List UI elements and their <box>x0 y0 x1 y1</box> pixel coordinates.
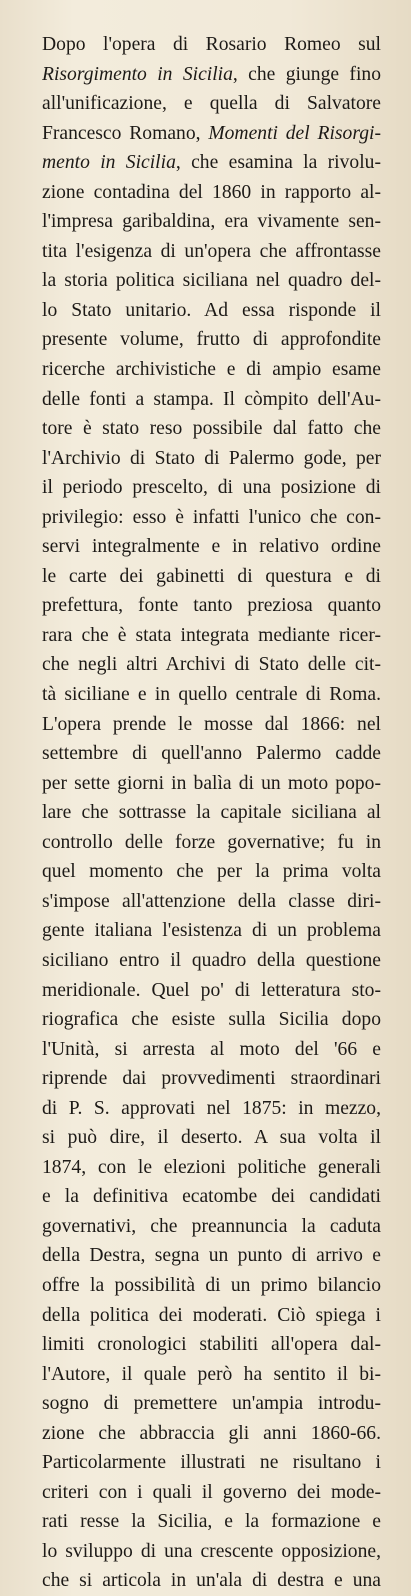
text-line: zione contadina del 1860 in rapporto al- <box>42 181 381 203</box>
text-line: l'Autore, il quale però ha sentito il bi- <box>42 1363 381 1385</box>
text-line: lo sviluppo di una crescente opposizione, <box>42 1540 381 1562</box>
text-line: il periodo prescelto, di una posizione di <box>42 477 381 499</box>
text-line: gente italiana l'esistenza di un problema <box>42 920 381 942</box>
text-line: tà siciliane e in quello centrale di Roma. <box>42 684 381 706</box>
text-line: quel momento che per la prima volta <box>42 861 381 883</box>
text-line: tita l'esigenza di un'opera che affrontasse <box>42 240 381 262</box>
book-title: mento in Sicilia <box>42 152 176 174</box>
text-line: che negli altri Archivi di Stato delle cit- <box>42 654 381 676</box>
text-line: L'opera prende le mosse dal 1866: nel <box>42 713 381 735</box>
text-line: rati resse la Sicilia, e la formazione e <box>42 1511 381 1533</box>
text-line: la storia politica siciliana nel quadro del- <box>42 270 381 292</box>
book-title: Risorgimento in Sicilia <box>42 63 233 85</box>
text-line: si può dire, il deserto. A sua volta il <box>42 1127 381 1149</box>
text-line: riografica che esiste sulla Sicilia dopo <box>42 1009 381 1031</box>
text-line: lare che sottrasse la capitale siciliana al <box>42 802 381 824</box>
body-text <box>42 30 381 1596</box>
text-line: Francesco Romano, Momenti del Risorgi- <box>42 122 381 144</box>
text-line: governativi, che preannuncia la caduta <box>42 1215 381 1237</box>
text-line: mento in Sicilia, che esamina la rivolu- <box>42 152 381 174</box>
text-line: meridionale. Quel po' di letteratura sto- <box>42 979 381 1001</box>
text-line: tore è stato reso possibile dal fatto che <box>42 418 381 440</box>
text-line: prefettura, fonte tanto preziosa quanto <box>42 595 381 617</box>
text-line: sogno di premettere un'ampia introdu- <box>42 1393 381 1415</box>
text-line: l'Unità, si arresta al moto del '66 e <box>42 1038 381 1060</box>
text-line: rara che è stata integrata mediante ricer- <box>42 624 381 646</box>
text-line: servi integralmente e in relativo ordine <box>42 536 381 558</box>
text-line: della politica dei moderati. Ciò spiega i <box>42 1304 381 1326</box>
text-line: Dopo l'opera di Rosario Romeo sul <box>42 34 381 55</box>
text-line: l'Archivio di Stato di Palermo gode, per <box>42 447 381 469</box>
text-line: zione che abbraccia gli anni 1860-66. <box>42 1422 381 1444</box>
text-line: criteri con i quali il governo dei mode- <box>42 1481 381 1503</box>
text-line: e la definitiva ecatombe dei candidati <box>42 1186 381 1208</box>
text-line: s'impose all'attenzione della classe diri- <box>42 890 381 912</box>
text-line: Particolarmente illustrati ne risultano i <box>42 1452 381 1474</box>
text-line: riprende dai provvedimenti straordinari <box>42 1068 381 1090</box>
text-line: limiti cronologici stabiliti all'opera dal- <box>42 1334 381 1356</box>
text-line: privilegio: esso è infatti l'unico che con- <box>42 506 381 528</box>
text-line: ricerche archivistiche e di ampio esame <box>42 359 381 381</box>
text-line: di P. S. approvati nel 1875: in mezzo, <box>42 1097 381 1119</box>
text-line: offre la possibilità di un primo bilancio <box>42 1274 381 1296</box>
text-line: all'unificazione, e quella di Salvatore <box>42 93 381 115</box>
book-title: Momenti del Risorgi- <box>208 122 381 144</box>
text-line: lo Stato unitario. Ad essa risponde il <box>42 299 381 321</box>
text-line: l'impresa garibaldina, era vivamente sen- <box>42 211 381 233</box>
text-line: 1874, con le elezioni politiche generali <box>42 1156 381 1178</box>
text-line: settembre di quell'anno Palermo cadde <box>42 743 381 765</box>
text-line: della Destra, segna un punto di arrivo e <box>42 1245 381 1267</box>
text-line: per sette giorni in balìa di un moto popo- <box>42 772 381 794</box>
text-line: le carte dei gabinetti di questura e di <box>42 565 381 587</box>
text-line: controllo delle forze governative; fu in <box>42 831 381 853</box>
text-line: presente volume, frutto di approfondite <box>42 329 381 351</box>
text-line: delle fonti a stampa. Il còmpito dell'Au- <box>42 388 381 410</box>
text-line: che si articola in un'ala di destra e una <box>42 1570 381 1592</box>
text-line: siciliano entro il quadro della questione <box>42 949 381 971</box>
text-line: Risorgimento in Sicilia, che giunge fino <box>42 63 381 85</box>
